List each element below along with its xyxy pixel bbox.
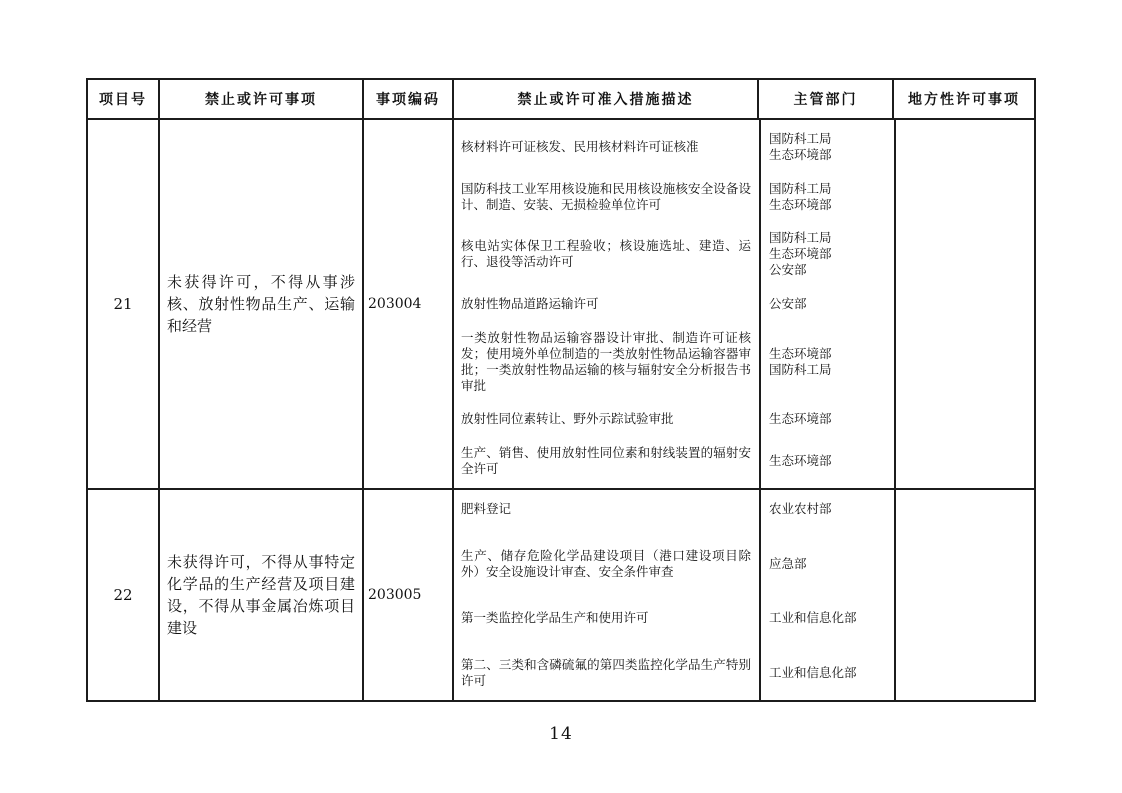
dept-list	[761, 346, 894, 378]
measure-desc: 肥料登记	[461, 501, 512, 516]
code-cell: 203005	[364, 490, 454, 700]
item-no-cell: 21	[88, 120, 160, 488]
dept-item: 公安部	[769, 295, 807, 311]
header-item-no: 项目号	[88, 80, 160, 118]
column-rule	[759, 490, 761, 700]
dept-list	[761, 131, 894, 163]
measure-desc: 第二、三类和含磷硫氟的第四类监控化学品生产特别许可	[461, 656, 751, 688]
matter-text: 未获得许可，不得从事特定化学品的生产经营及项目建设，不得从事金属冶炼项目建设	[167, 553, 355, 637]
measure-row	[454, 181, 1034, 213]
page-number: 14	[549, 724, 573, 744]
matter-cell	[160, 490, 364, 700]
dept-item: 国防科工局	[769, 361, 832, 377]
measure-row	[454, 131, 1034, 163]
dept-item: 国防科工局	[769, 180, 832, 196]
dept-item: 生态环境部	[769, 345, 832, 361]
dept-item: 工业和信息化部	[769, 610, 857, 626]
measure-desc: 核材料许可证核发、民用核材料许可证核准	[461, 139, 699, 154]
column-rule	[759, 120, 761, 488]
measure-desc: 放射性同位素转让、野外示踪试验审批	[461, 411, 674, 427]
measure-desc: 国防科技工业军用核设施和民用核设施核安全设备设计、制造、安装、无损检验单位许可	[461, 180, 751, 212]
measure-desc: 生产、储存危险化学品建设项目（港口建设项目除外）安全设施设计审查、安全条件审查	[461, 547, 751, 579]
measure-row	[454, 296, 1034, 312]
measure-row	[454, 610, 1034, 626]
dept-list	[761, 453, 894, 469]
measure-desc: 核电站实体保卫工程验收；核设施选址、建造、运行、退役等活动许可	[461, 238, 751, 270]
measure-row	[454, 501, 1034, 517]
measure-row	[454, 657, 1034, 689]
header-matter: 禁止或许可事项	[160, 80, 364, 118]
measure-desc: 生产、销售、使用放射性同位素和射线装置的辐射安全许可	[461, 444, 751, 476]
dept-item: 生态环境部	[769, 452, 832, 468]
matter-cell	[160, 120, 364, 488]
column-rule	[894, 490, 896, 700]
measure-row	[454, 548, 1034, 580]
measure-desc: 一类放射性物品运输容器设计审批、制造许可证核发；使用境外单位制造的一类放射性物品运输容器审批；一类放射性物品运输的核与辐射安全分析报告书审批	[461, 329, 751, 393]
header-local-permit: 地方性许可事项	[908, 92, 1020, 108]
code-cell: 203004	[364, 120, 454, 488]
dept-item: 国防科工局	[769, 131, 832, 146]
matter-text: 未获得许可，不得从事涉核、放射性物品生产、运输和经营	[167, 273, 355, 335]
measure-row	[454, 445, 1034, 477]
dept-item: 农业农村部	[769, 501, 832, 516]
dept-list	[761, 230, 894, 278]
dept-list	[761, 411, 894, 427]
dept-item: 公安部	[769, 262, 807, 278]
measure-row	[454, 230, 1034, 278]
dept-item: 生态环境部	[769, 246, 832, 262]
dept-list	[761, 501, 894, 517]
negative-list-table	[86, 78, 1036, 702]
measure-desc: 第一类监控化学品生产和使用许可	[461, 610, 649, 626]
column-rule	[894, 120, 896, 488]
table-row-21	[88, 118, 1034, 488]
measure-row	[454, 330, 1034, 394]
dept-item: 应急部	[769, 555, 807, 571]
dept-item: 生态环境部	[769, 196, 832, 212]
header-authority: 主管部门	[759, 80, 894, 118]
dept-list	[761, 665, 894, 681]
header-code: 事项编码	[364, 80, 454, 118]
item-no-cell: 22	[88, 490, 160, 700]
dept-list	[761, 181, 894, 213]
table-row-22	[88, 488, 1034, 700]
measures-region	[454, 490, 1034, 700]
dept-list	[761, 296, 894, 312]
dept-item: 生态环境部	[769, 411, 832, 427]
measure-row	[454, 411, 1034, 427]
dept-item: 生态环境部	[769, 147, 832, 162]
dept-list	[761, 556, 894, 572]
dept-item: 工业和信息化部	[769, 664, 857, 680]
table-header-row	[88, 80, 1034, 118]
dept-list	[761, 610, 894, 626]
measures-region	[454, 120, 1034, 488]
dept-item: 国防科工局	[769, 230, 832, 246]
header-measure-desc: 禁止或许可准入措施描述	[454, 80, 759, 118]
measure-desc: 放射性物品道路运输许可	[461, 295, 599, 311]
